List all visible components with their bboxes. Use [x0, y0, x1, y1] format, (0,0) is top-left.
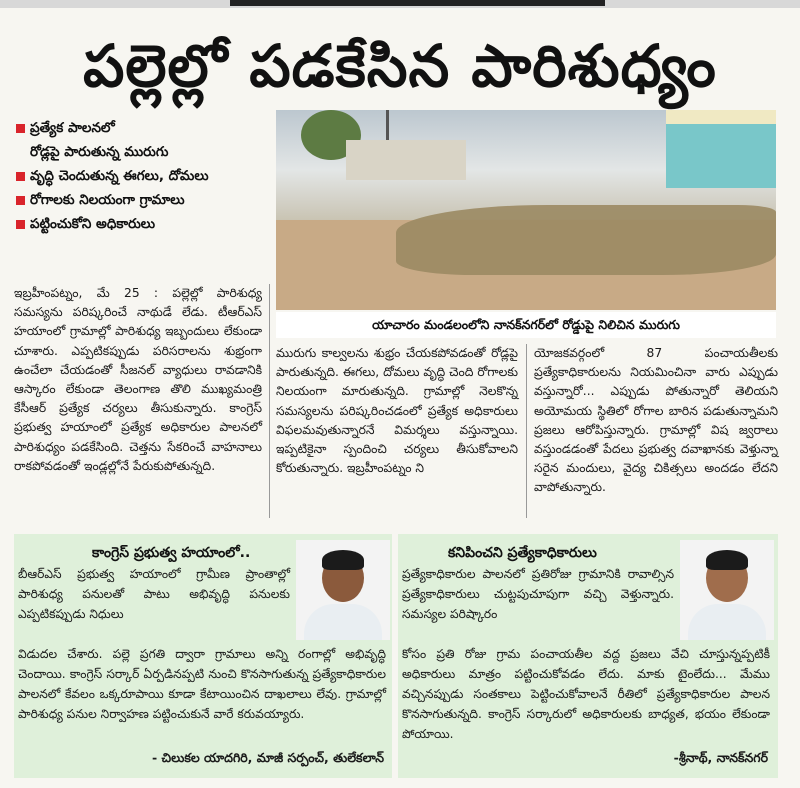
photo-house — [346, 140, 466, 180]
red-square-icon — [16, 220, 25, 229]
portrait-shirt — [688, 604, 766, 640]
quote-signature: - చిలుకల యాదగిరి, మాజీ సర్పంచ్‌, తులేకలాన్‌ — [152, 750, 384, 765]
column-divider — [526, 344, 527, 518]
portrait-shirt — [304, 604, 382, 640]
quote-box-text-a: బీఆర్‌ఎస్‌ ప్రభుత్వ హయాంలో గ్రామీణ ప్రాంతాల్లో పారిశుధ్య పనులతో పాటు అభివృద్ధి పనులకు ఎప్పటికప్పుడు నిధులు — [18, 567, 290, 621]
photo-caption: యాచారం మండలంలోని నానక్‌నగర్‌లో రోడ్డుపై నిలిచిన మురుగు — [276, 312, 776, 338]
quote-box-right — [398, 534, 778, 778]
column-divider — [269, 284, 270, 518]
article-column-1: ఇబ్రహీంపట్నం, మే 25 : పల్లెల్లో పారిశుధ్య సమస్యను పరిష్కరించే నాథుడే లేడు. టీఆర్‌ఎస్‌ హయాంలో గ్రామాల్లో పారిశుధ్య ఇబ్బందులు లేకుండా చూశారు. ఎప్పటికప్పుడు పరిసరాలను శుభ్రంగా ఉంచేలా చేయడంతో సీజనల్‌ వ్యాధులు రావడానికి ఆస్కారం లేకుండా తెలంగాణ తొలి ముఖ్యమంత్రి కేసీఆర్‌ ప్రత్యేక చర్యలు తీసుకున్నారు. కాంగ్రెస్‌ ప్రభుత్వ హయాంలో ప్రత్యేక అధికారుల పాలనలో పారిశుధ్యం పడకేసింది. చెత్తను సేకరించే వాహనాలు రాకపోవడంతో ఇండ్లల్లోనే పేరుకుపోతున్నది. — [14, 286, 262, 473]
top-strip — [0, 0, 800, 8]
photo-roof — [666, 110, 776, 124]
quote-box-title: కాంగ్రెస్‌ ప్రభుత్వ హయాంలో.. — [92, 545, 251, 561]
photo-house — [666, 110, 776, 188]
quote-signature: -శ్రీనాథ్‌, నానక్‌నగర్‌ — [673, 750, 768, 765]
headline: పల్లెల్లో పడకేసిన పారిశుధ్యం — [83, 32, 717, 100]
red-square-icon — [16, 124, 25, 133]
bullet-text: రోగాలకు నిలయంగా గ్రామాలు — [30, 192, 185, 208]
bullet-text: ప్రత్యేక పాలనలో — [30, 120, 115, 136]
article-column-3: యోజకవర్గంలో 87 పంచాయతీలకు ప్రత్యేకాధికారులను నియమించినా వారు ఎప్పుడు వస్తున్నారో... ఎప్పుడు పోతున్నారో తెలియని అయోమయ స్థితిలో రోగాల బారిన పడుతున్నామని ప్రజలు ఆరోపిస్తున్నారు. గ్రామాల్లో విష జ్వరాలు వస్తుండడంతో పేదలు ప్రభుత్వ దవాఖానకు వెళ్తున్నా సరైన మందులు, వైద్య చికిత్సలు అందడం లేదని వాపోతున్నారు. — [534, 346, 778, 495]
news-photo — [276, 110, 776, 310]
bullet-text: పట్టించుకోని అధికారులు — [30, 216, 156, 232]
top-strip-bar — [230, 0, 605, 6]
bullet-item — [14, 212, 266, 236]
quote-box-text-b: విడుదల చేశారు. పల్లె ప్రగతి ద్వారా గ్రామాలు అన్ని రంగాల్లో అభివృద్ధి చెందాయి. కాంగ్రెస్‌ సర్కార్‌ ఏర్పడినప్పటి నుంచి కొనసాగుతున్న ప్రత్యేకాధికారుల పాలనలో కేవలం ఒక్కరూపాయి కూడా కేటాయించిన దాఖలాలు లేవు. గ్రామాల్లో పారిశుధ్య పనుల నిర్వాహణ పట్టించుకునే వారే కరువయ్యారు. — [18, 647, 386, 721]
bullet-text: వృద్ధి చెందుతున్న ఈగలు, దోమలు — [30, 168, 209, 184]
portrait-hair — [706, 550, 748, 570]
bullet-text-continued: రోడ్లపై పారుతున్న మురుగు — [30, 144, 169, 160]
article-column-2: మురుగు కాల్వలను శుభ్రం చేయకపోవడంతో రోడ్లపై పారుతున్నది. ఈగలు, దోమలు వృద్ధి చెంది రోగాలకు నిలయంగా మారుతున్నది. గ్రామాల్లో నెలకొన్న సమస్యలను పరిష్కరించడంలో ప్రత్యేక అధికారులు విఫలమవుతున్నారనే విమర్శలు వస్తున్నాయి. ఇప్పటికైనా స్పందించి చర్యలు తీసుకోవాలని కోరుతున్నారు. ఇబ్రహీంపట్నం ని — [276, 346, 518, 476]
portrait-photo — [680, 540, 774, 640]
photo-stagnant-water — [396, 205, 776, 275]
portrait-hair — [322, 550, 364, 570]
quote-box-text-b: కోసం ప్రతి రోజు గ్రామ పంచాయతీల వద్ద ప్రజలు వేచి చూస్తున్నప్పటికీ అధికారులు మాత్రం పట్టించుకోవడం లేదు. మాకు టైంలేదు... మేము వచ్చినప్పుడు సంతకాలు పెట్టించుకోవాలనే రీతిలో ప్రత్యేకాధికారుల పాలన కొనసాగుతున్నది. కాంగ్రెస్‌ సర్కారులో అధికారులకు బాధ్యత, భయం లేకుండా పోయాయి. — [402, 647, 770, 741]
quote-box-left — [14, 534, 392, 778]
quote-box-title: కనిపించని ప్రత్యేకాధికారులు — [448, 545, 597, 561]
red-square-icon — [16, 172, 25, 181]
portrait-photo — [296, 540, 390, 640]
bullet-list — [14, 116, 266, 236]
bullet-item — [14, 164, 266, 188]
red-square-icon — [16, 196, 25, 205]
bullet-item — [14, 188, 266, 212]
quote-box-text-a: ప్రత్యేకాధికారుల పాలనలో ప్రతిరోజు గ్రామానికి రావాల్సిన ప్రత్యేకాధికారులు చుట్టపుచూపుగా వచ్చి వెళ్తున్నారు. సమస్యల పరిష్కారం — [402, 567, 674, 621]
bullet-item — [14, 116, 266, 164]
